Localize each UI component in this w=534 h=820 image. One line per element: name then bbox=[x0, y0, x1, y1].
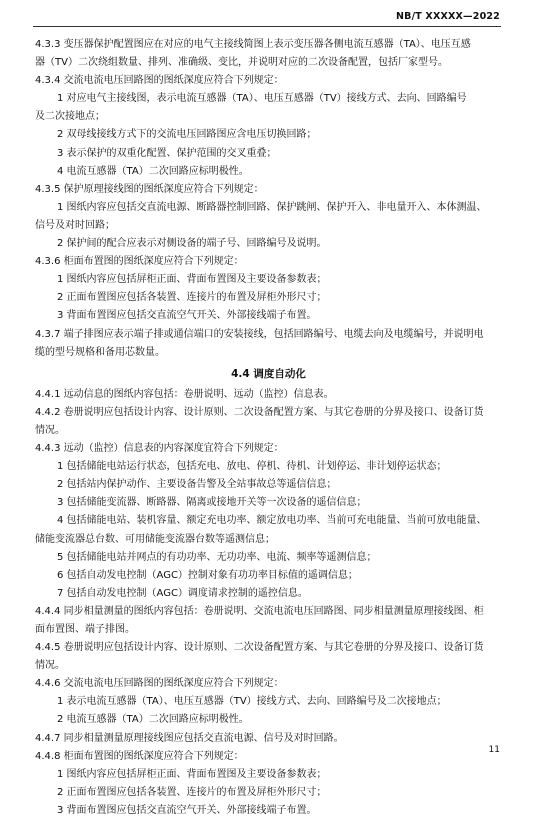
paragraph-line: 及二次接地点； bbox=[35, 111, 105, 123]
paragraph-line: 2 正面布置图应包括各装置、连接片的布置及屏柜外形尺寸； bbox=[57, 786, 327, 798]
page-body bbox=[35, 36, 502, 820]
clauses-4-3 bbox=[35, 36, 502, 362]
paragraph-line: 4 电流互感器（TA）二次回路应标明极性。 bbox=[57, 165, 249, 177]
paragraph-line: 4 包括储能电站、装机容量、额定充电功率、额定放电功率、当前可充电能量、当前可放电能量、 bbox=[57, 515, 487, 527]
header-rule bbox=[33, 26, 501, 27]
paragraph-line: 3 背面布置图应包括交直流空气开关、外部接线端子布置。 bbox=[57, 804, 317, 816]
clauses-4-4 bbox=[35, 386, 502, 820]
paragraph-line: 4.4.3 远动（监控）信息表的内容深度宜符合下列规定： bbox=[35, 443, 284, 455]
paragraph-line: 1 对应电气主接线图，表示电流互感器（TA）、电压互感器（TV）接线方式、去向、回路编号 bbox=[57, 93, 467, 105]
paragraph-line: 4.4.6 交流电流电压回路图的图纸深度应符合下列规定： bbox=[35, 678, 284, 690]
paragraph-line: 2 包括站内保护动作、主要设备告警及全站事故总等遥信信息； bbox=[57, 479, 337, 491]
section-heading: 4.4 调度自动化 bbox=[231, 367, 306, 380]
paragraph-line: 5 包括储能电站并网点的有功功率、无功功率、电流、频率等遥测信息； bbox=[57, 551, 377, 563]
paragraph-line: 情况。 bbox=[35, 424, 65, 436]
paragraph-line: 2 保护间的配合应表示对侧设备的端子号、回路编号及说明。 bbox=[57, 238, 327, 250]
paragraph-line: 2 电流互感器（TA）二次回路应标明极性。 bbox=[57, 714, 249, 726]
paragraph-line: 3 背面布置图应包括交直流空气开关、外部接线端子布置。 bbox=[57, 310, 317, 322]
paragraph-line: 4.4.4 同步相量测量的图纸内容包括：卷册说明、交流电流电压回路图、同步相量测量原理接线图、柜 bbox=[35, 605, 484, 617]
paragraph-line: 3 表示保护的双重化配置、保护范围的交叉重叠； bbox=[57, 147, 277, 159]
paragraph-line: 1 图纸内容应包括屏柜正面、背面布置图及主要设备参数表； bbox=[57, 274, 327, 286]
paragraph-line: 器（TV）二次绕组数量、排列、准确级、变比，并说明对应的二次设备配置，包括厂家型号。 bbox=[35, 57, 448, 69]
paragraph-line: 2 双母线接线方式下的交流电压回路图应含电压切换回路； bbox=[57, 129, 317, 141]
paragraph-line: 6 包括自动发电控制（AGC）控制对象有功功率目标值的遥调信息； bbox=[57, 569, 358, 581]
paragraph-line: 缆的型号规格和备用芯数量。 bbox=[35, 346, 165, 358]
paragraph-line: 2 正面布置图应包括各装置、连接片的布置及屏柜外形尺寸； bbox=[57, 292, 327, 304]
paragraph-line: 4.4.5 卷册说明应包括设计内容、设计原则、二次设备配置方案、与其它卷册的分界及接口、设备订货 bbox=[35, 642, 484, 654]
paragraph-line: 1 图纸内容应包括交直流电源、断路器控制回路、保护跳闸、保护开入、非电量开入、本体测温、 bbox=[57, 201, 487, 213]
paragraph-line: 4.3.3 变压器保护配置图应在对应的电气主接线简图上表示变压器各侧电流互感器（TA）、电压互感 bbox=[35, 39, 471, 50]
paragraph-line: 面布置图、端子排图。 bbox=[35, 624, 135, 635]
paragraph-line: 7 包括自动发电控制（AGC）调度请求控制的遥控信息。 bbox=[57, 587, 308, 599]
paragraph-line: 4.4.8 柜面布置图的图纸深度应符合下列规定： bbox=[35, 750, 244, 762]
paragraph-line: 4.4.7 同步相量测量原理接线图应包括交直流电源、信号及对时回路。 bbox=[35, 732, 344, 744]
page-number: 11 bbox=[488, 745, 500, 755]
paragraph-line: 储能变流器总台数、可用储能变流器台数等遥测信息； bbox=[35, 533, 275, 545]
paragraph-line: 信号及对时回路； bbox=[35, 219, 115, 231]
paragraph-line: 1 表示电流互感器（TA）、电压互感器（TV）接线方式、去向、回路编号及二次接地点； bbox=[57, 696, 447, 708]
paragraph-line: 情况。 bbox=[35, 660, 65, 672]
paragraph-line: 4.3.6 柜面布置图的图纸深度应符合下列规定： bbox=[35, 256, 244, 268]
paragraph-line: 1 包括储能电站运行状态，包括充电、放电、停机、待机、计划停运、非计划停运状态； bbox=[57, 461, 447, 473]
paragraph-line: 4.3.7 端子排图应表示端子排或通信端口的安装接线，包括回路编号、电缆去向及电缆编号，并说明电 bbox=[35, 328, 484, 340]
paragraph-line: 3 包括储能变流器、断路器、隔离或接地开关等一次设备的遥信信息； bbox=[57, 497, 367, 509]
standard-code: NB/T XXXXX—2022 bbox=[395, 11, 500, 22]
paragraph-line: 4.3.4 交流电流电压回路图的图纸深度应符合下列规定： bbox=[35, 75, 284, 87]
paragraph-line: 1 图纸内容应包括屏柜正面、背面布置图及主要设备参数表； bbox=[57, 768, 327, 780]
paragraph-line: 4.4.2 卷册说明应包括设计内容、设计原则、二次设备配置方案、与其它卷册的分界及接口、设备订货 bbox=[35, 406, 484, 418]
paragraph-line: 4.3.5 保护原理接线图的图纸深度应符合下列规定： bbox=[35, 183, 264, 195]
paragraph-line: 4.4.1 远动信息的图纸内容包括：卷册说明、远动（监控）信息表。 bbox=[35, 388, 334, 400]
